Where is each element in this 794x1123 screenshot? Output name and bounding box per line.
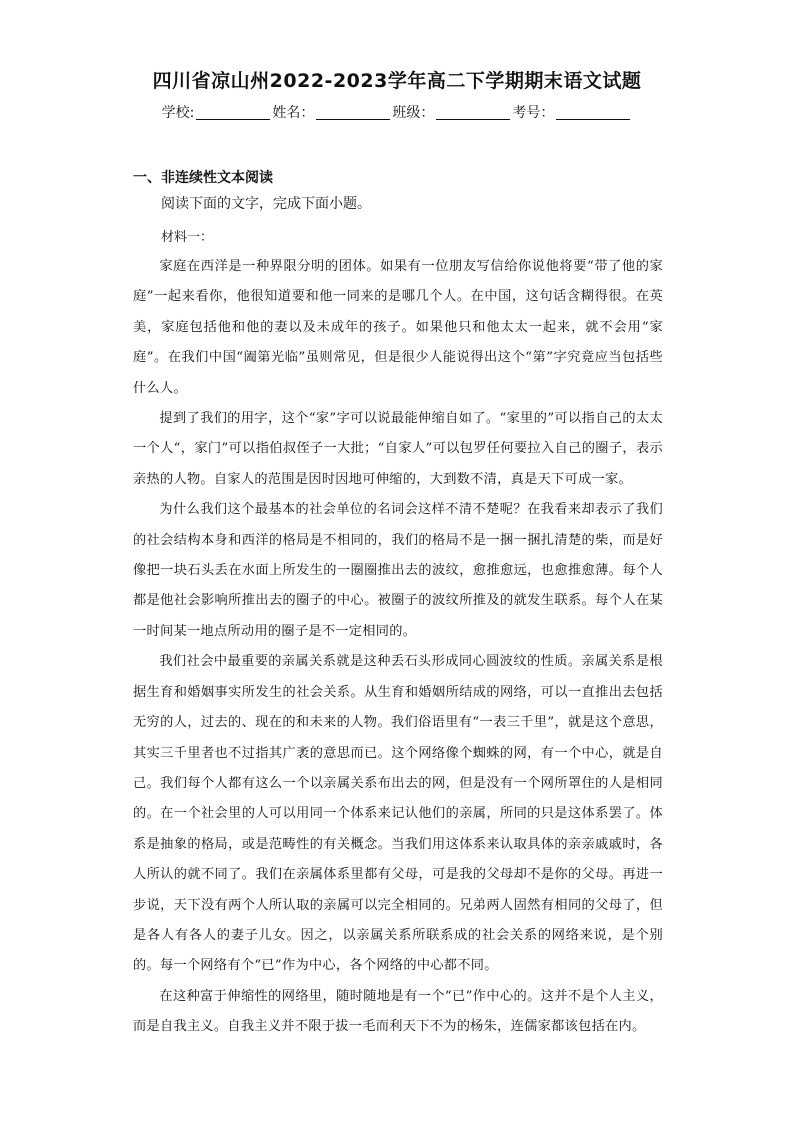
school-blank	[196, 105, 270, 120]
class-blank	[436, 105, 510, 120]
exam-number-blank	[556, 105, 630, 120]
paragraph-4: 我们社会中最重要的亲属关系就是这种丢石头形成同心圆波纹的性质。亲属关系是根据生育和婚姻事实所发生的社会关系。从生育和婚姻所结成的网络，可以一直推出去包括无穷的人，过去的、现在的和未来的人物。我们俗语里有“一表三千里”，就是这个意思，其实三千里者也不过指其广袤的意思而已。这个网络像个蜘蛛的网，有一个中心，就是自己。我们每个人都有这么一个以亲属关系布出去的网，但是没有一个网所罩住的人是相同的。在一个社会里的人可以用同一个体系来记认他们的亲属，所同的只是这体系罢了。体系是抽象的格局，或是范畴性的有关概念。当我们用这体系来认取具体的亲亲戚戚时，各人所认的就不同了。我们在亲属体系里都有父母，可是我的父母却不是你的父母。再进一步说，天下没有两个人所认取的亲属可以完全相同的。兄弟两人固然有相同的父母了，但是各人有各人的妻子儿女。因之，以亲属关系所联系成的社会关系的网络来说，是个别的。每一个网络有个“已”作为中心，各个网络的中心都不同。	[133, 654, 663, 974]
material-label: 材料一：	[161, 230, 214, 245]
name-label: 姓名：	[272, 105, 315, 121]
name-blank	[316, 105, 390, 120]
page-title: 四川省凉山州2022-2023学年高二下学期期末语文试题	[152, 70, 642, 92]
paragraph-3: 为什么我们这个最基本的社会单位的名词会这样不清不楚呢？在我看来却表示了我们的社会结构本身和西洋的格局是不相同的，我们的格局不是一捆一捆扎清楚的柴，而是好像把一块石头丢在水面上所发生的一圈圈推出去的波纹，愈推愈远，也愈推愈薄。每个人都是他社会影响所推出去的圈子的中心。被圈子的波纹所推及的就发生联系。每个人在某一时间某一地点所动用的圈子是不一定相同的。	[133, 502, 663, 639]
section-heading: 一、非连续性文本阅读	[133, 170, 273, 186]
class-label: 班级：	[392, 105, 435, 121]
paragraph-1: 家庭在西洋是一种界限分明的团体。如果有一位朋友写信给你说他将要“带了他的家庭”一起来看你，他很知道要和他一同来的是哪几个人。在中国，这句话含糊得很。在英美，家庭包括他和他的妻以及未成年的孩子。如果他只和他太太一起来，就不会用“家庭”。在我们中国“阖第光临”虽则常见，但是很少人能说得出这个“第”字究竟应当包括些什么人。	[133, 259, 663, 396]
paragraph-5: 在这种富于伸缩性的网络里，随时随地是有一个“已”作中心的。这并不是个人主义，而是自我主义。自我主义并不限于拔一毛而利天下不为的杨朱，连儒家都该包括在内。	[133, 988, 663, 1035]
paragraph-2: 提到了我们的用字，这个“家”字可以说最能伸缩自如了。“家里的”可以指自己的太太一个人“，家门”可以指伯叔侄子一大批；“自家人”可以包罗任何要拉入自己的圈子，表示亲热的人物。自家人的范围是因时因地可伸缩的，大到数不清，真是天下可成一家。	[133, 411, 663, 487]
student-info-line	[0, 102, 794, 122]
material-body	[133, 252, 663, 1043]
exam-number-label: 考号：	[512, 105, 555, 121]
reading-instruction: 阅读下面的文字，完成下面小题。	[161, 196, 371, 212]
school-label: 学校:	[161, 105, 195, 121]
